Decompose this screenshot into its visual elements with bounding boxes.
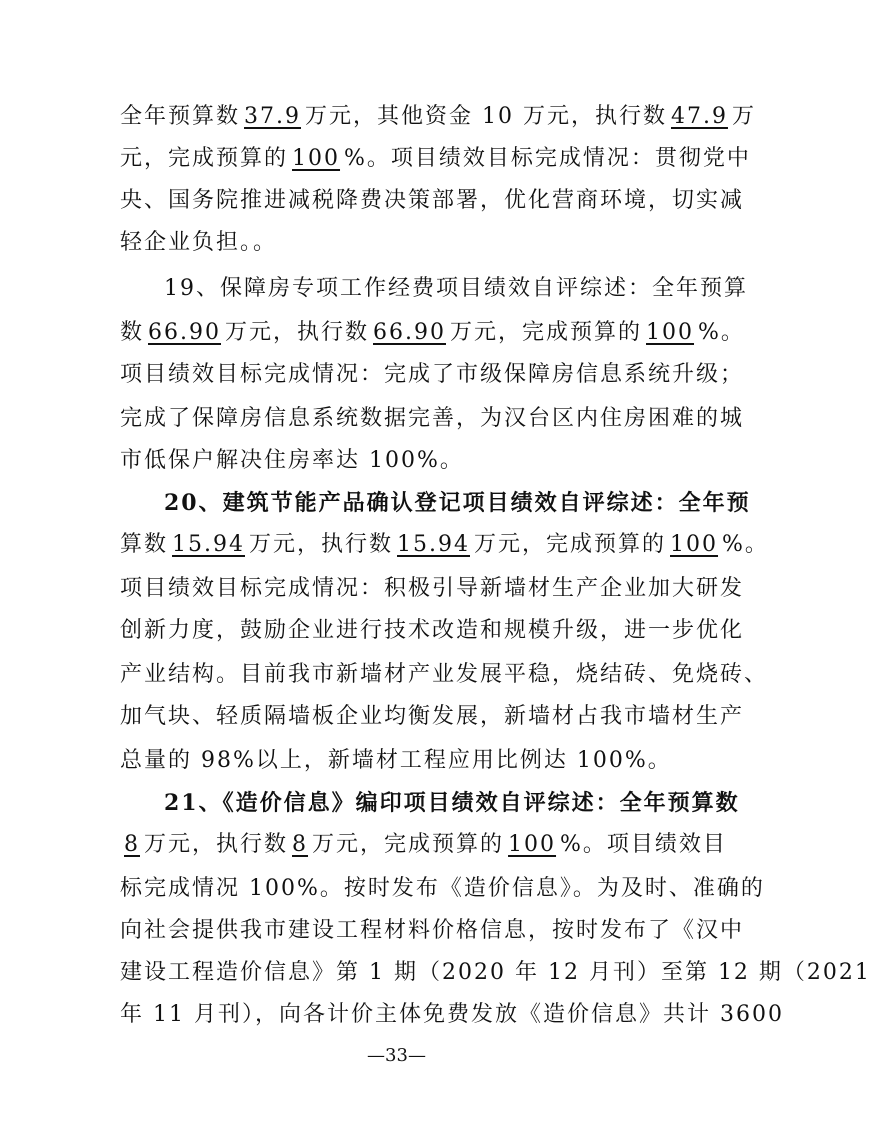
p19-line-4: 完成了保障房信息系统数据完善，为汉台区内住房困难的城 bbox=[120, 406, 745, 431]
p18-line-4: 轻企业负担。。 bbox=[120, 230, 278, 255]
budget-value: 15.94 bbox=[172, 532, 245, 557]
execution-value: 66.90 bbox=[373, 320, 446, 345]
execution-value: 8 bbox=[292, 832, 309, 857]
p20-line-1: 20、建筑节能产品确认登记项目绩效自评综述：全年预 bbox=[164, 490, 751, 516]
p21-line-3: 标完成情况 100%。按时发布《造价信息》。为及时、准确的 bbox=[120, 876, 765, 901]
p21-line-5: 建设工程造价信息》第 1 期（2020 年 12 月刊）至第 12 期（2021 bbox=[120, 960, 871, 985]
p20-line-3: 项目绩效目标完成情况：积极引导新墙材生产企业加大研发 bbox=[120, 576, 745, 601]
page-number: —33— bbox=[367, 1045, 426, 1066]
completion-percent: 100 bbox=[508, 832, 557, 857]
p20-line-2: 算数 15.94 万元，执行数 15.94 万元，完成预算的 100 %。 bbox=[120, 532, 769, 557]
p21-line-1: 21、《造价信息》编印项目绩效自评综述：全年预算数 bbox=[164, 790, 740, 816]
completion-percent: 100 bbox=[670, 532, 719, 557]
p19-line-1: 19、保障房专项工作经费项目绩效自评综述：全年预算 bbox=[164, 276, 748, 301]
p21-line-4: 向社会提供我市建设工程材料价格信息，按时发布了《汉中 bbox=[120, 918, 745, 943]
p20-line-7: 总量的 98%以上，新墙材工程应用比例达 100%。 bbox=[120, 748, 672, 773]
budget-value: 8 bbox=[124, 832, 140, 857]
p18-line-3: 央、国务院推进减税降费决策部署，优化营商环境，切实减 bbox=[120, 188, 745, 213]
completion-percent: 100 bbox=[646, 320, 695, 345]
budget-value: 37.9 bbox=[244, 104, 301, 129]
p21-line-2: 8 万元，执行数 8 万元，完成预算的 100 %。项目绩效目 bbox=[120, 830, 680, 860]
p19-line-5: 市低保户解决住房率达 100%。 bbox=[120, 448, 464, 473]
completion-percent: 100 bbox=[292, 146, 341, 171]
execution-value: 15.94 bbox=[397, 532, 470, 557]
p18-line-2: 元，完成预算的 100 %。项目绩效目标完成情况：贯彻党中 bbox=[120, 146, 751, 171]
p19-line-2: 数 66.90 万元，执行数 66.90 万元，完成预算的 100 %。 bbox=[120, 320, 745, 345]
p18-line-1: 全年预算数 37.9 万元，其他资金 10 万元，执行数 47.9 万 bbox=[120, 104, 756, 129]
execution-value: 47.9 bbox=[670, 104, 728, 129]
p20-line-5: 产业结构。目前我市新墙材产业发展平稳，烧结砖、免烧砖、 bbox=[120, 662, 769, 687]
budget-value: 66.90 bbox=[148, 320, 221, 345]
p20-line-4: 创新力度，鼓励企业进行技术改造和规模升级，进一步优化 bbox=[120, 618, 745, 643]
p19-line-3: 项目绩效目标完成情况：完成了市级保障房信息系统升级； bbox=[120, 362, 745, 387]
p21-line-6: 年 11 月刊），向各计价主体免费发放《造价信息》共计 3600 bbox=[120, 1002, 784, 1027]
p20-line-6: 加气块、轻质隔墙板企业均衡发展，新墙材占我市墙材生产 bbox=[120, 704, 745, 729]
